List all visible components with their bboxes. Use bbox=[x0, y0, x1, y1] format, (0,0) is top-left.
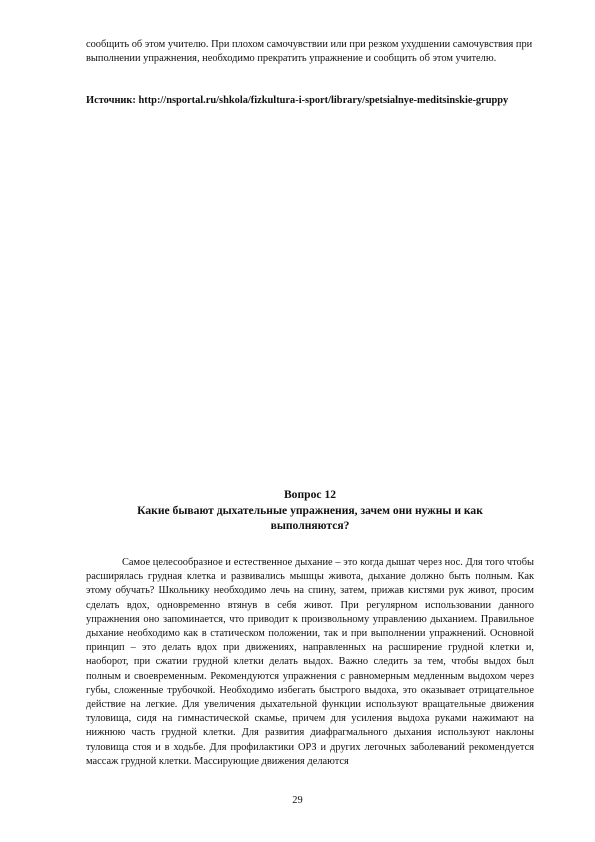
question-number: Вопрос 12 bbox=[283, 488, 337, 501]
question-title: Какие бывают дыхательные упражнения, зачем они нужны и как выполняются? bbox=[137, 503, 483, 532]
source-link[interactable]: http://nsportal.ru/shkola/fizkultura-i-sport/library/spetsialnye-meditsinskie-gruppy bbox=[138, 95, 509, 106]
question-heading bbox=[86, 487, 534, 534]
body-paragraph: Самое целесообразное и естественное дыхание – это когда дышат через нос. Для того чтобы расширялась грудная клетка и развивались мышцы живота, дыхание должно быть полным. Как этому обучать? Школьнику необходимо лечь на спину, затем, прижав кистями рук живот, просим сделать вдох, одновременно втянув в себя живот. При регулярном использовании данного упражнения оно запоминается, что приводит к произвольному управлению дыханием. Правильное дыхание необходимо как в статическом положении, так и при выполнении упражнений. Основной принцип – это делать вдох при движениях, направленных на расширение грудной клетки и, наоборот, при сжатии грудной клетки делать выдох. Важно следить за тем, чтобы выдох был полным и своевременным. Рекомендуются упражнения с равномерным медленным выдохом через губы, сложенные трубочкой. Необходимо избегать быстрого выдоха, это оказывает отрицательное действие на легкие. Для увеличения дыхательной функции используют вращательные движения туловища, сидя на гимнастической скамье, причем для усиления выдоха руками нажимают на нижнюю часть грудной клетки. Для развития диафрагмального дыхания используют наклоны туловища стоя и в ходьбе. Для профилактики ОРЗ и других легочных заболеваний рекомендуется массаж грудной клетки. Массирующие движения делаются bbox=[86, 557, 534, 767]
intro-paragraph: сообщить об этом учителю. При плохом самочувствии или при резком ухудшении самочувствия при выполнении упражнения, необходимо прекратить упражнение и сообщить об этом учителю. bbox=[86, 39, 533, 65]
page-number: 29 bbox=[292, 795, 303, 806]
source-label: Источник: bbox=[86, 95, 136, 106]
source-line bbox=[86, 94, 534, 108]
